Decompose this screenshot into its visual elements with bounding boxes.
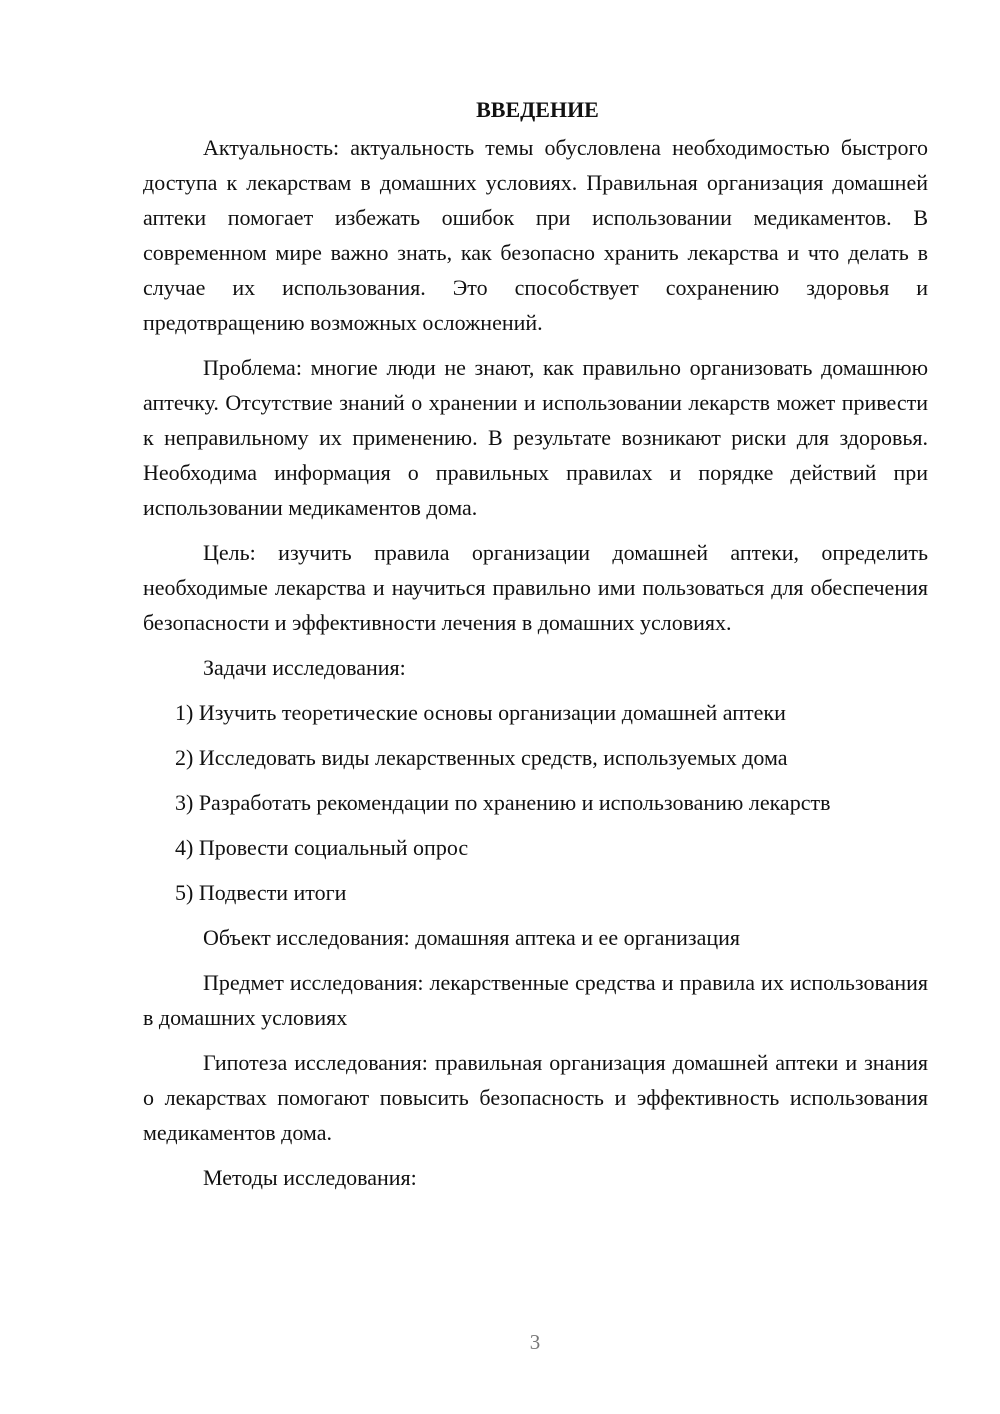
tasks-list bbox=[143, 695, 928, 910]
list-item: 3) Разработать рекомендации по хранению и использованию лекарств bbox=[175, 790, 831, 815]
list-item: 2) Исследовать виды лекарственных средств, используемых дома bbox=[175, 745, 788, 770]
paragraph-subject: Предмет исследования: лекарственные средства и правила их использования в домашних условиях bbox=[143, 970, 928, 1030]
section-title: ВВЕДЕНИЕ bbox=[476, 97, 599, 122]
page-content bbox=[143, 92, 928, 1195]
methods-heading: Методы исследования: bbox=[203, 1165, 417, 1190]
paragraph-goal: Цель: изучить правила организации домашней аптеки, определить необходимые лекарства и научиться правильно ими пользоваться для обеспечения безопасности и эффективности лечения в домашних условиях. bbox=[143, 540, 928, 635]
tasks-heading: Задачи исследования: bbox=[203, 655, 406, 680]
paragraph-hypothesis: Гипотеза исследования: правильная организация домашней аптеки и знания о лекарствах помогают повысить безопасность и эффективность использования медикаментов дома. bbox=[143, 1050, 928, 1145]
paragraph-object: Объект исследования: домашняя аптека и ее организация bbox=[203, 925, 741, 950]
paragraph-relevance: Актуальность: актуальность темы обусловлена необходимостью быстрого доступа к лекарствам в домашних условиях. Правильная организация домашней аптеки помогает избежать ошибок при использовании медикаментов. В современном мире важно знать, как безопасно хранить лекарства и что делать в случае их использования. Это способствует сохранению здоровья и предотвращению возможных осложнений. bbox=[143, 135, 928, 335]
list-item: 4) Провести социальный опрос bbox=[175, 835, 469, 860]
page-number: 3 bbox=[529, 1330, 541, 1354]
list-item: 5) Подвести итоги bbox=[175, 880, 347, 905]
paragraph-problem: Проблема: многие люди не знают, как правильно организовать домашнюю аптечку. Отсутствие знаний о хранении и использовании лекарств может привести к неправильному их применению. В результате возникают риски для здоровья. Необходима информация о правильных правилах и порядке действий при использовании медикаментов дома. bbox=[143, 355, 928, 520]
list-item: 1) Изучить теоретические основы организации домашней аптеки bbox=[175, 700, 786, 725]
